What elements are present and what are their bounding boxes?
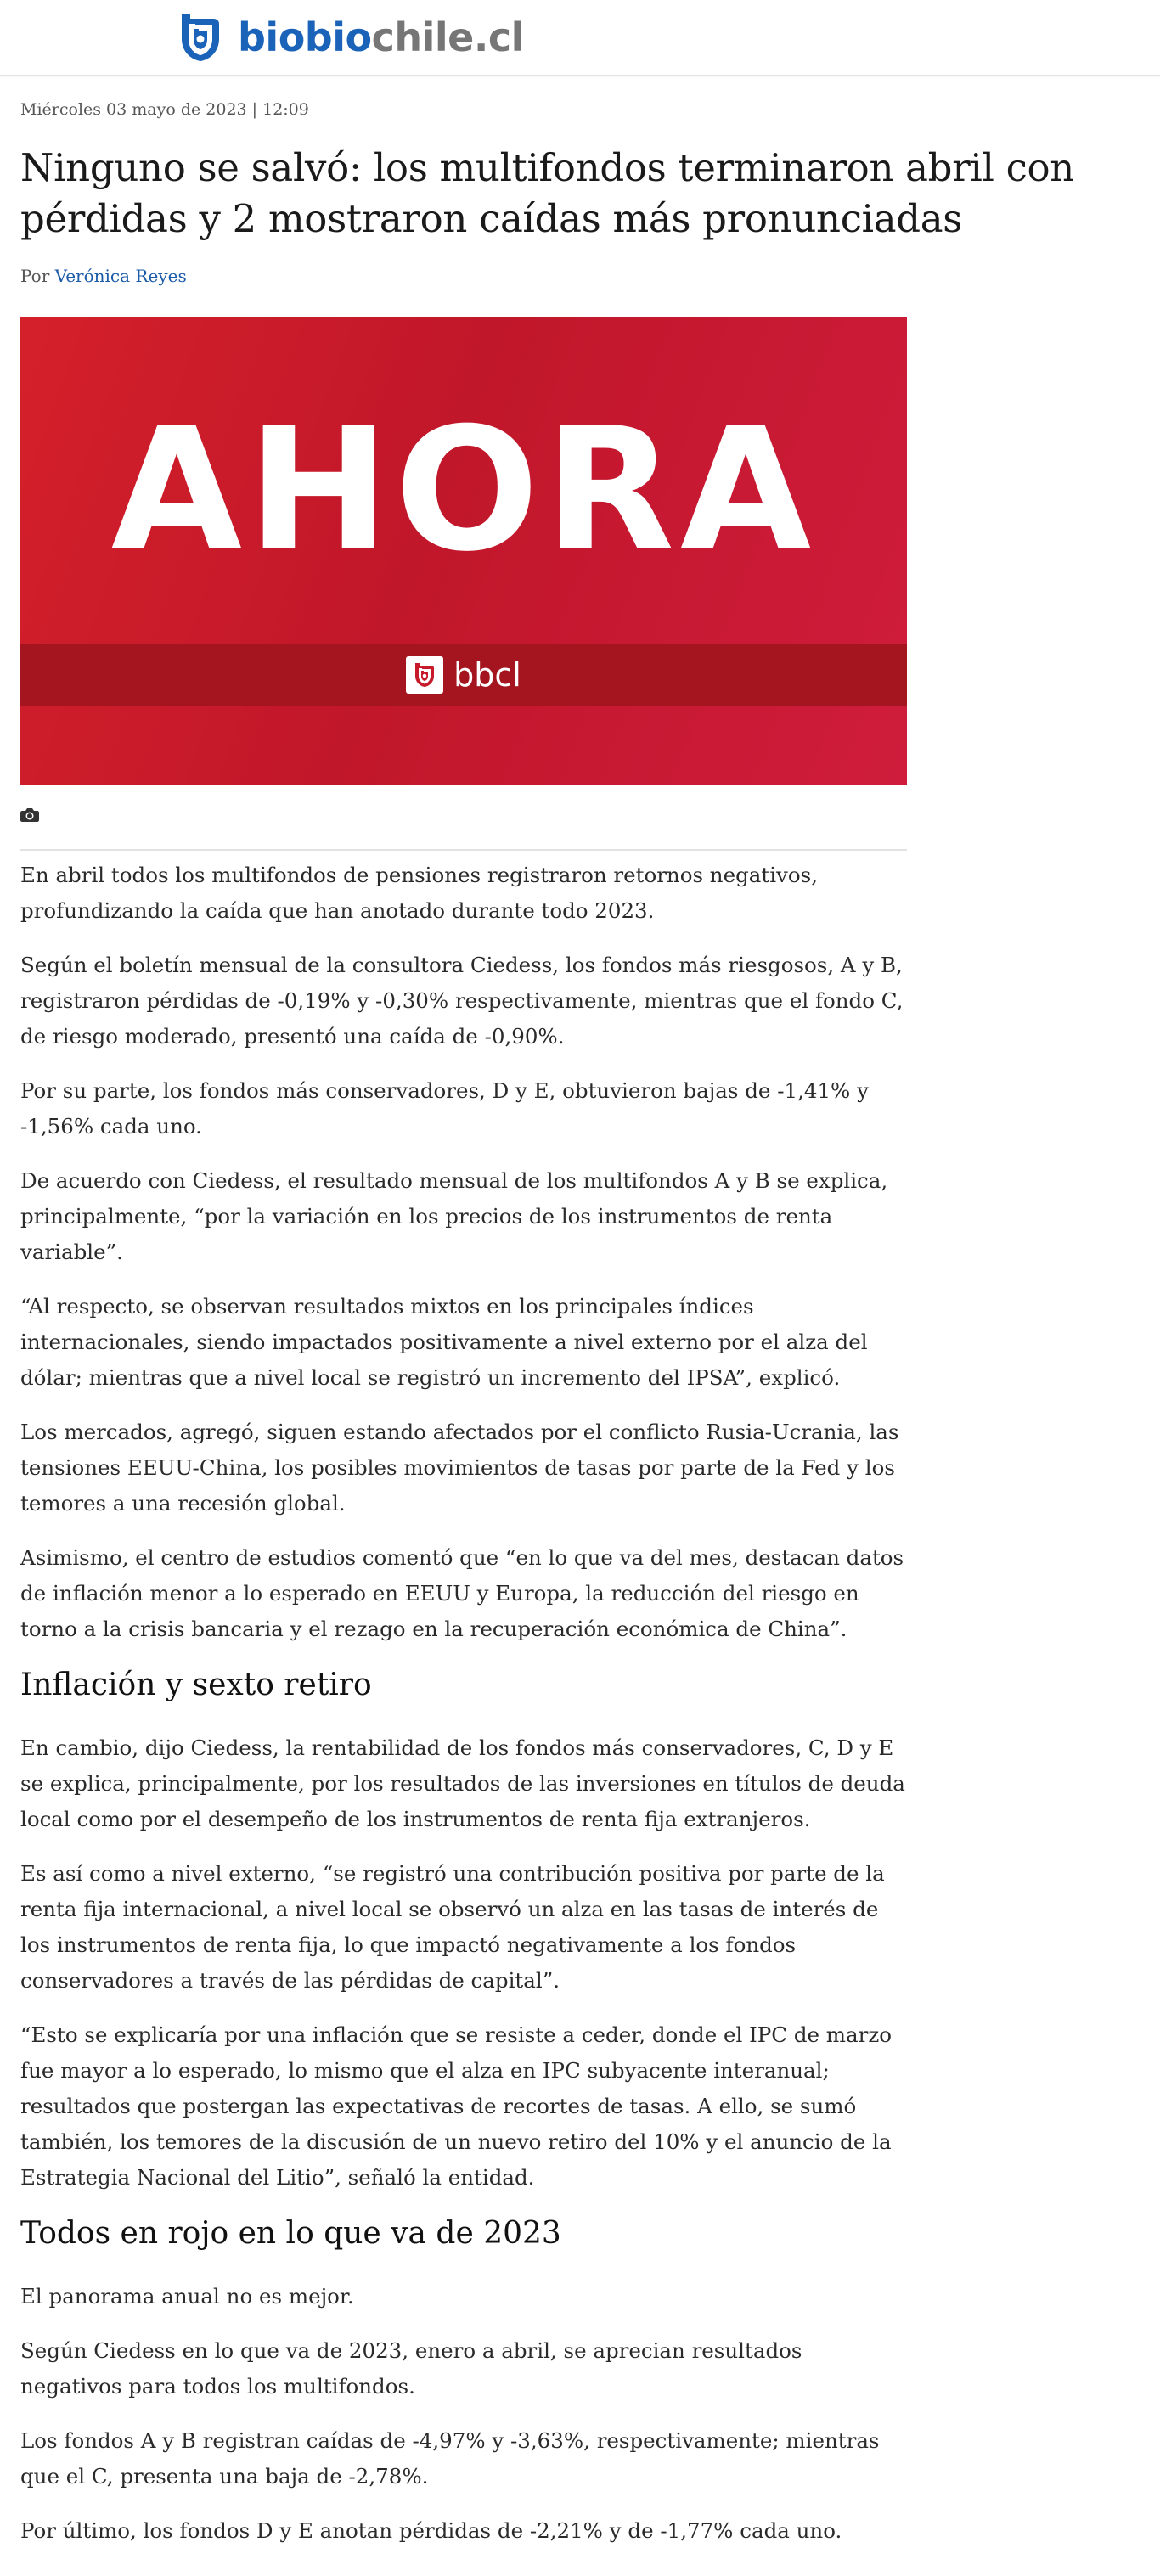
- logo-text-biobio: biobio: [238, 14, 372, 60]
- body-paragraph: Los fondos A y B registran caídas de -4,97% y -3,63%, respectivamente; mientras que el C, presenta una baja de -2,78%.: [20, 2428, 880, 2489]
- site-header: [0, 0, 1160, 76]
- body-paragraph: Es así como a nivel externo, “se registró una contribución positiva por parte de la renta fija internacional, a nivel local se observó un alza en las tasas de interés de los instrumentos de renta fija, lo que impactó negativamente a los fondos conservadores a través de las pérdidas de capital”.: [20, 1861, 885, 1993]
- body-paragraph: En cambio, dijo Ciedess, la rentabilidad de los fondos más conservadores, C, D y E se explica, principalmente, por los resultados de las inversiones en títulos de deuda local como por el desempeño de los instrumentos de renta fija extranjeros.: [20, 1735, 905, 1831]
- article-body: [20, 858, 907, 2568]
- caption-divider: [20, 849, 907, 851]
- body-paragraph: El panorama anual no es mejor.: [20, 2284, 354, 2309]
- article-date: Miércoles 03 mayo de 2023 | 12:09: [20, 100, 309, 119]
- bbcl-shield-icon: [406, 656, 443, 694]
- subheading-inflacion: Inflación y sexto retiro: [20, 1668, 372, 1702]
- hero-brand-band: [20, 644, 907, 706]
- body-paragraph: Por su parte, los fondos más conservadores, D y E, obtuvieron bajas de -1,41% y -1,56% cada uno.: [20, 1078, 869, 1139]
- body-paragraph: Según Ciedess en lo que va de 2023, enero a abril, se aprecian resultados negativos para todos los multifondos.: [20, 2338, 802, 2399]
- site-logo[interactable]: [175, 7, 524, 68]
- hero-brand-text: bbcl: [453, 656, 521, 694]
- body-paragraph: “Esto se explicaría por una inflación que se resiste a ceder, donde el IPC de marzo fue mayor a lo esperado, lo mismo que el alza en IPC subyacente interanual; resultados que postergan las expectativas de recortes de tasas. A ello, se sumó también, los temores de la discusión de un nuevo retiro del 10% y el anuncio de la Estrategia Nacional del Litio”, señaló la entidad.: [20, 2022, 892, 2190]
- article-title: Ninguno se salvó: los multifondos terminaron abril con pérdidas y 2 mostraron caídas más pronunciadas: [20, 145, 1074, 241]
- article-author: [20, 266, 187, 286]
- subheading-todos-en-rojo: Todos en rojo en lo que va de 2023: [20, 2216, 561, 2251]
- biobio-shield-icon: [175, 10, 226, 65]
- hero-headline-word: AHORA: [110, 391, 817, 589]
- hero-image: [20, 317, 907, 785]
- author-prefix: Por: [20, 266, 50, 286]
- body-paragraph: En abril todos los multifondos de pensiones registraron retornos negativos, profundizando la caída que han anotado durante todo 2023.: [20, 863, 819, 923]
- logo-text-chile: chile.cl: [371, 14, 524, 60]
- camera-icon[interactable]: [20, 807, 39, 822]
- body-paragraph: Según el boletín mensual de la consultora Ciedess, los fondos más riesgosos, A y B, registraron pérdidas de -0,19% y -0,30% respectivamente, mientras que el fondo C, de riesgo moderado, presentó una caída de -0,90%.: [20, 953, 904, 1049]
- hero-brand: [20, 644, 907, 706]
- body-paragraph: Asimismo, el centro de estudios comentó que “en lo que va del mes, destacan datos de inflación menor a lo esperado en EEUU y Europa, la reducción del riesgo en torno a la crisis bancaria y el rezago en la recuperación económica de China”.: [20, 1545, 904, 1641]
- body-paragraph: Los mercados, agregó, siguen estando afectados por el conflicto Rusia-Ucrania, las tensiones EEUU-China, los posibles movimientos de tasas por parte de la Fed y los temores a una recesión global.: [20, 1420, 899, 1516]
- body-paragraph: Por último, los fondos D y E anotan pérdidas de -2,21% y de -1,77% cada uno.: [20, 2518, 842, 2543]
- body-paragraph: “Al respecto, se observan resultados mixtos en los principales índices internacionales, siendo impactados positivamente a nivel externo por el alza del dólar; mientras que a nivel local se registró un incremento del IPSA”, explicó.: [20, 1294, 868, 1390]
- body-paragraph: De acuerdo con Ciedess, el resultado mensual de los multifondos A y B se explica, principalmente, “por la variación en los precios de los instrumentos de renta variable”.: [20, 1168, 888, 1264]
- author-link[interactable]: Verónica Reyes: [54, 266, 187, 286]
